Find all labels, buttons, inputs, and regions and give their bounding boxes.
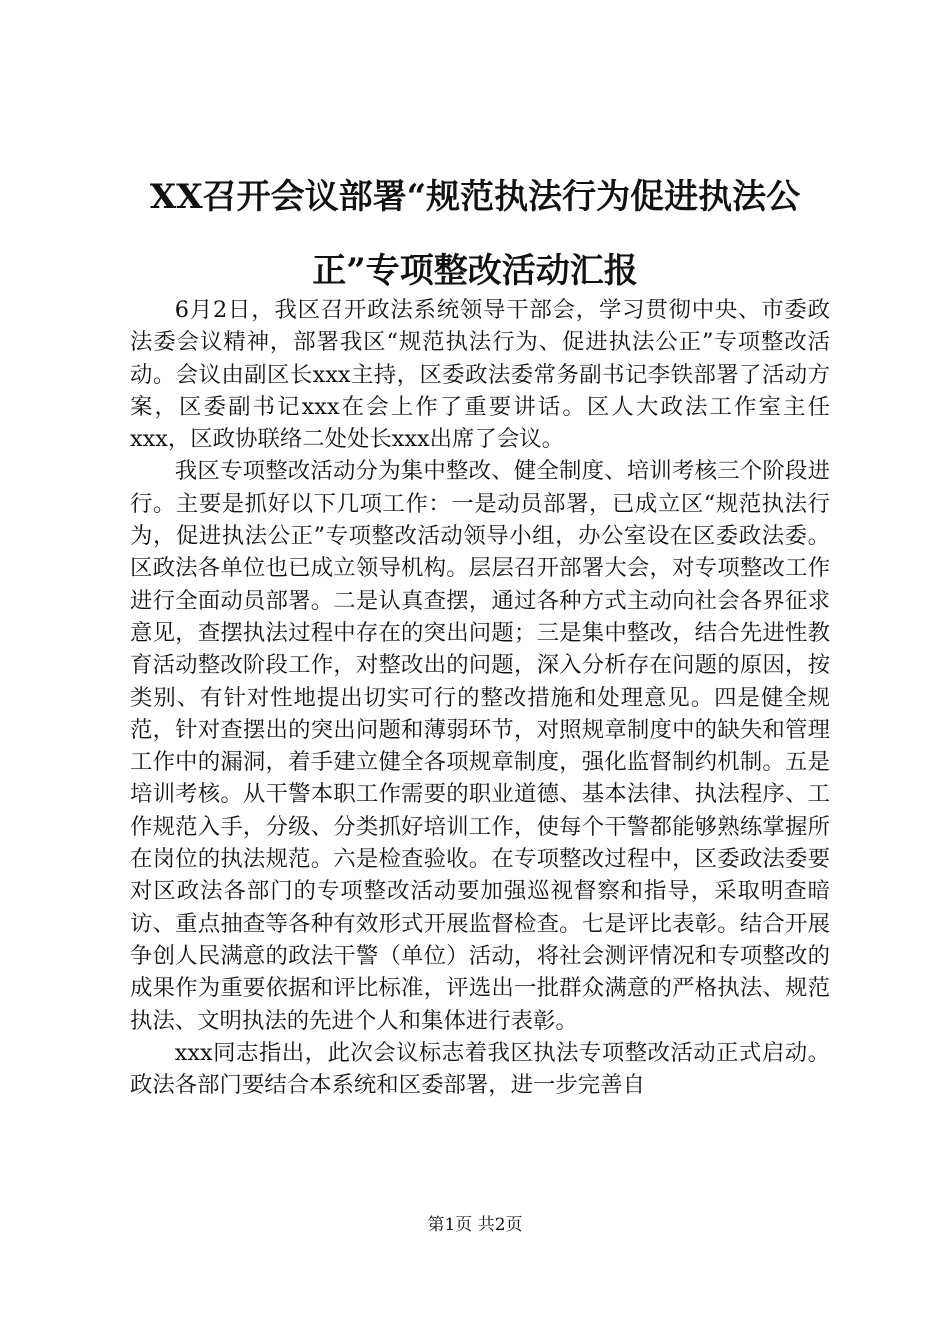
paragraph-2: 我区专项整改活动分为集中整改、健全制度、培训考核三个阶段进行。主要是抓好以下几项工作：一是动员部署，已成立区“规范执法行为，促进执法公正”专项整改活动领导小组，办公室设在区委政法委。区政法各单位也已成立领导机构。层层召开部署大会，对专项整改工作进行全面动员部署。二是认真查摆，通过各种方式主动向社会各界征求意见，查摆执法过程中存在的突出问题；三是集中整改，结合先进性教育活动整改阶段工作，对整改出的问题，深入分析存在问题的原因，按类别、有针对性地提出切实可行的整改措施和处理意见。四是健全规范，针对查摆出的突出问题和薄弱环节，对照规章制度中的缺失和管理工作中的漏洞，着手建立健全各项规章制度，强化监督制约机制。五是培训考核。从干警本职工作需要的职业道德、基本法律、执法程序、工作规范入手，分级、分类抓好培训工作，使每个干警都能够熟练掌握所在岗位的执法规范。六是检查验收。在专项整改过程中，区委政法委要对区政法各部门的专项整改活动要加强巡视督察和指导，采取明查暗访、重点抽查等各种有效形式开展监督检查。七是评比表彰。结合开展争创人民满意的政法干警（单位）活动，将社会测评情况和专项整改的成果作为重要依据和评比标准，评选出一批群众满意的严格执法、规范执法、文明执法的先进个人和集体进行表彰。 (130, 458, 830, 1034)
paragraph-1: 6月2日，我区召开政法系统领导干部会，学习贯彻中央、市委政法委会议精神，部署我区“规范执法行为、促进执法公正”专项整改活动。会议由副区长xxx主持，区委政法委常务副书记李铁部署了活动方案，区委副书记xxx在会上作了重要讲话。区人大政法工作室主任xxx，区政协联络二处处长xxx出席了会议。 (130, 297, 830, 453)
paragraph-3: xxx同志指出，此次会议标志着我区执法专项整改活动正式启动。政法各部门要结合本系统和区委部署，进一步完善自 (130, 1039, 830, 1099)
document-title: XX召开会议部署“规范执法行为促进执法公正”专项整改活动汇报 (149, 177, 801, 291)
document-body (130, 294, 830, 1101)
page-number-footer: 第1页 共2页 (427, 1215, 523, 1235)
